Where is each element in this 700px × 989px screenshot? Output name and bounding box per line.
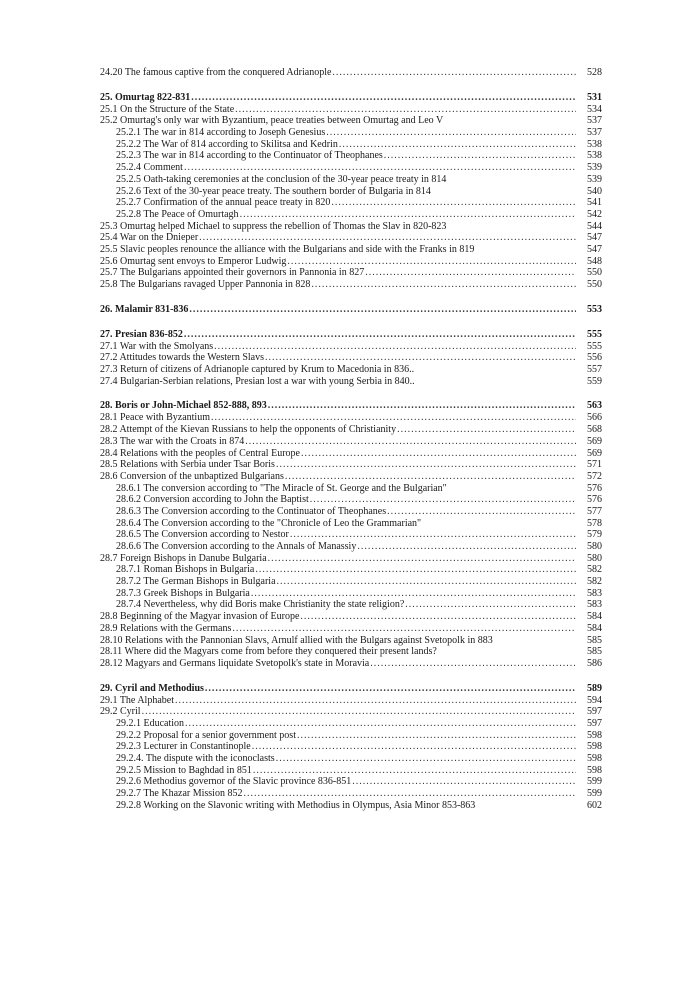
toc-page-number: 584 — [587, 622, 602, 634]
toc-page-number: 531 — [587, 91, 602, 103]
toc-page-number: 578 — [587, 517, 602, 529]
toc-entry-title: 25.2.3 The war in 814 according to the Continuator of Theophanes — [116, 150, 383, 162]
toc-entry-title: 28.6.6 The Conversion according to the Annals of Manassiy — [116, 541, 357, 552]
toc-entry — [80, 424, 602, 436]
toc-chapter-entry — [80, 329, 602, 341]
toc-entry-title: 28.4 Relations with the peoples of Central Europe — [100, 447, 300, 459]
toc-page-number: 599 — [587, 776, 602, 788]
dot-leader — [211, 412, 576, 424]
dot-leader — [365, 267, 576, 279]
toc-entry-title: 28.6.2 Conversion according to John the Baptist — [116, 494, 309, 506]
toc-entry-title: 27.4 Bulgarian-Serbian relations, Presian lost a war with young Serbia in 840.. — [100, 375, 415, 387]
toc-entry-title: 28.10 Relations with the Pannonian Slavs, Arnulf allied with the Bulgars against Svetopolk in 883 — [100, 634, 493, 646]
toc-entry-title: 29.2.4. The dispute with the iconoclasts — [116, 753, 275, 764]
toc-page-number: 580 — [587, 541, 602, 552]
toc-entry — [80, 232, 602, 244]
toc-entry-title: 25.5 Slavic peoples renounce the alliance with the Bulgarians and side with the Franks in 819 — [100, 243, 475, 255]
toc-entry-title: 28.7.3 Greek Bishops in Bulgaria — [116, 587, 250, 599]
toc-entry — [80, 221, 602, 233]
toc-page-number: 598 — [587, 764, 602, 776]
toc-entry-title: 28.6.3 The Conversion according to the Continuator of Theophanes — [116, 505, 387, 517]
toc-entry — [80, 436, 602, 448]
dot-leader — [276, 459, 576, 471]
dot-leader — [268, 400, 576, 412]
toc-entry — [80, 256, 602, 268]
dot-leader — [297, 730, 576, 742]
toc-entry-title: 28.6.1 The conversion according to "The Miracle of St. George and the Bulgarian" — [116, 482, 447, 494]
toc-entry-title: 25.2.6 Text of the 30-year peace treaty. The southern border of Bulgaria in 814 — [116, 185, 431, 197]
toc-entry — [80, 776, 602, 788]
toc-page-number: 547 — [587, 243, 602, 255]
toc-entry-title: 28.7 Foreign Bishops in Danube Bulgaria — [100, 552, 267, 564]
dot-leader — [352, 776, 576, 788]
toc-entry — [80, 788, 602, 800]
section-spacer — [80, 670, 602, 683]
toc-entry-title: 25.7 The Bulgarians appointed their governors in Pannonia in 827 — [100, 267, 365, 279]
toc-page-number: 539 — [587, 173, 602, 185]
dot-leader — [185, 718, 576, 730]
dot-leader — [276, 753, 576, 765]
toc-entry-title: 28.7.4 Nevertheless, why did Boris make Christianity the state religion? — [116, 599, 405, 611]
toc-entry-title: 29.1 The Alphabet — [100, 694, 174, 706]
toc-entry-title: 28.11 Where did the Magyars come from before they conquered their present lands? — [100, 646, 437, 658]
toc-page-number: 539 — [587, 162, 602, 174]
toc-page-number: 538 — [587, 150, 602, 162]
toc-page-number: 569 — [587, 447, 602, 459]
toc-page-number: 577 — [587, 505, 602, 517]
toc-entry-title: 25.8 The Bulgarians ravaged Upper Pannonia in 828 — [100, 279, 311, 290]
toc-page-number: 597 — [587, 706, 602, 718]
toc-page-number: 542 — [587, 208, 602, 220]
toc-entry — [80, 706, 602, 718]
toc-page-number: 597 — [587, 717, 602, 729]
toc-page-number: 598 — [587, 753, 602, 764]
toc-page-number: 566 — [587, 412, 602, 424]
dot-leader — [326, 127, 576, 139]
dot-leader — [287, 256, 576, 268]
toc-entry — [80, 529, 602, 541]
toc-entry — [80, 174, 602, 186]
toc-page-number: 582 — [587, 564, 602, 576]
toc-entry — [80, 459, 602, 471]
toc-page-number: 599 — [587, 788, 602, 800]
toc-entry-title: 28.7.1 Roman Bishops in Bulgaria — [116, 564, 255, 576]
toc-page-number: 585 — [587, 634, 602, 646]
toc-entry-title: 28.1 Peace with Byzantium — [100, 412, 210, 424]
toc-page-number: 576 — [587, 494, 602, 506]
dot-leader — [252, 741, 576, 753]
dot-leader — [251, 588, 576, 600]
toc-chapter-entry — [80, 400, 602, 412]
toc-entry — [80, 376, 602, 388]
toc-entry-title: 27.1 War with the Smolyans — [100, 340, 214, 352]
dot-leader — [240, 209, 576, 221]
toc-page-number: 556 — [587, 352, 602, 364]
toc-page-number: 559 — [587, 375, 602, 387]
toc-entry-title: 28.5 Relations with Serbia under Tsar Boris — [100, 459, 275, 471]
toc-entry — [80, 588, 602, 600]
dot-leader — [265, 352, 576, 364]
toc-entry-title: 28.12 Magyars and Germans liquidate Svetopolk's state in Moravia — [100, 657, 370, 669]
toc-page-number: 582 — [587, 576, 602, 588]
toc-entry — [80, 753, 602, 765]
toc-entry — [80, 553, 602, 565]
toc-page-number: 541 — [587, 197, 602, 209]
toc-entry — [80, 494, 602, 506]
dot-leader — [397, 424, 576, 436]
toc-page-number: 563 — [587, 400, 602, 412]
section-spacer — [80, 79, 602, 92]
toc-page-number: 547 — [587, 232, 602, 244]
toc-page-number: 598 — [587, 729, 602, 741]
toc-page-number: 557 — [587, 364, 602, 376]
toc-page-number: 589 — [587, 682, 602, 694]
dot-leader — [184, 162, 576, 174]
dot-leader — [384, 150, 576, 162]
table-of-contents — [80, 67, 602, 811]
toc-entry — [80, 635, 602, 647]
toc-page-number: 537 — [587, 127, 602, 139]
toc-entry — [80, 765, 602, 777]
toc-entry-title: 28.7.2 The German Bishops in Bulgaria — [116, 576, 276, 588]
toc-page-number: 584 — [587, 611, 602, 623]
toc-page-number: 569 — [587, 435, 602, 447]
dot-leader — [310, 494, 576, 506]
toc-page-number: 555 — [587, 328, 602, 340]
section-spacer — [80, 387, 602, 400]
dot-leader — [357, 541, 576, 553]
toc-entry — [80, 658, 602, 670]
toc-entry-title: 25.2.7 Confirmation of the annual peace treaty in 820 — [116, 197, 331, 209]
toc-page-number: 534 — [587, 103, 602, 115]
toc-entry — [80, 623, 602, 635]
toc-entry — [80, 741, 602, 753]
toc-entry — [80, 541, 602, 553]
toc-page-number: 586 — [587, 657, 602, 669]
toc-page-number: 538 — [587, 138, 602, 150]
toc-page-number: 576 — [587, 482, 602, 494]
toc-entry — [80, 800, 602, 812]
toc-page-number: 550 — [587, 279, 602, 290]
toc-chapter-entry — [80, 92, 602, 104]
toc-entry — [80, 352, 602, 364]
dot-leader — [191, 92, 576, 104]
toc-entry — [80, 448, 602, 460]
toc-entry — [80, 341, 602, 353]
toc-page-number: 571 — [587, 459, 602, 471]
toc-entry — [80, 730, 602, 742]
dot-leader — [405, 599, 576, 611]
toc-page-number: 580 — [587, 552, 602, 564]
toc-entry-title: 29.2.2 Proposal for a senior government post — [116, 729, 296, 741]
toc-page-number: 544 — [587, 220, 602, 232]
toc-entry-title: 29.2.5 Mission to Baghdad in 851 — [116, 764, 252, 776]
toc-entry-title: 29. Cyril and Methodius — [100, 682, 204, 694]
dot-leader — [142, 706, 576, 718]
section-spacer — [80, 291, 602, 304]
toc-entry-title: 25.4 War on the Dnieper — [100, 232, 199, 244]
toc-entry-title: 25.3 Omurtag helped Michael to suppress the rebellion of Thomas the Slav in 820-823 — [100, 220, 447, 232]
toc-chapter-entry — [80, 683, 602, 695]
toc-page-number: 550 — [587, 267, 602, 279]
toc-entry-title: 25.2.1 The war in 814 according to Joseph Genesius — [116, 127, 326, 139]
toc-entry-title: 29.2.8 Working on the Slavonic writing with Methodius in Olympus, Asia Minor 853-863 — [116, 799, 476, 811]
toc-entry-title: 29.2 Cyril — [100, 706, 141, 718]
toc-entry-title: 27.3 Return of citizens of Adrianople captured by Krum to Macedonia in 836.. — [100, 364, 415, 376]
dot-leader — [301, 448, 576, 460]
toc-entry-title: 29.2.1 Education — [116, 717, 185, 729]
toc-chapter-entry — [80, 304, 602, 316]
dot-leader — [189, 304, 576, 316]
toc-entry — [80, 611, 602, 623]
toc-entry — [80, 506, 602, 518]
toc-entry — [80, 599, 602, 611]
toc-entry-title: 27. Presian 836-852 — [100, 328, 183, 340]
dot-leader — [285, 471, 576, 483]
toc-page-number: 528 — [587, 67, 602, 78]
toc-entry — [80, 471, 602, 483]
toc-entry-title: 28.6.5 The Conversion according to Nestor — [116, 529, 289, 541]
toc-entry-title: 26. Malamir 831-836 — [100, 303, 189, 315]
toc-page-number: 548 — [587, 255, 602, 267]
toc-entry-title: 25.2.2 The War of 814 according to Skilitsa and Kedrin — [116, 138, 338, 150]
dot-leader — [332, 67, 576, 79]
toc-entry-title: 25.2.4 Comment — [116, 162, 183, 174]
toc-entry — [80, 67, 602, 79]
dot-leader — [387, 506, 576, 518]
toc-entry-title: 28. Boris or John-Michael 852-888, 893 — [100, 400, 267, 412]
dot-leader — [277, 576, 576, 588]
dot-leader — [268, 553, 576, 565]
toc-entry — [80, 162, 602, 174]
toc-entry-title: 25.2 Omurtag's only war with Byzantium, peace treaties between Omurtag and Leo V — [100, 115, 444, 127]
toc-entry-title: 25.2.8 The Peace of Omurtagh — [116, 208, 239, 220]
toc-entry — [80, 518, 602, 530]
dot-leader — [235, 104, 576, 116]
dot-leader — [214, 341, 576, 353]
toc-entry — [80, 364, 602, 376]
toc-entry — [80, 695, 602, 707]
toc-page-number: 594 — [587, 694, 602, 706]
toc-entry-title: 29.2.6 Methodius governor of the Slavic province 836-851 — [116, 776, 352, 788]
toc-entry — [80, 186, 602, 198]
toc-page-number: 585 — [587, 646, 602, 658]
toc-entry-title: 29.2.7 The Khazar Mission 852 — [116, 788, 243, 800]
dot-leader — [331, 197, 576, 209]
toc-entry — [80, 564, 602, 576]
toc-page-number: 540 — [587, 185, 602, 197]
toc-page-number: 553 — [587, 303, 602, 315]
toc-entry-title: 28.6.4 The Conversion according to the "Chronicle of Leo the Grammarian" — [116, 517, 422, 529]
toc-page-number: 602 — [587, 799, 602, 811]
toc-entry — [80, 718, 602, 730]
dot-leader — [255, 564, 576, 576]
toc-entry — [80, 104, 602, 116]
dot-leader — [245, 436, 576, 448]
dot-leader — [253, 765, 576, 777]
toc-entry-title: 27.2 Attitudes towards the Western Slavs — [100, 352, 264, 364]
toc-entry — [80, 483, 602, 495]
dot-leader — [175, 695, 576, 707]
toc-entry-title: 25. Omurtag 822-831 — [100, 91, 191, 103]
toc-page-number: 568 — [587, 424, 602, 436]
toc-entry-title: 28.8 Beginning of the Magyar invasion of Europe — [100, 611, 300, 623]
toc-entry-title: 25.2.5 Oath-taking ceremonies at the conclusion of the 30-year peace treaty in 814 — [116, 173, 447, 185]
toc-entry — [80, 197, 602, 209]
toc-entry — [80, 267, 602, 279]
toc-entry-title: 29.2.3 Lecturer in Constantinople — [116, 741, 251, 753]
toc-entry — [80, 139, 602, 151]
dot-leader — [300, 611, 576, 623]
dot-leader — [205, 683, 576, 695]
toc-entry-title: 24.20 The famous captive from the conquered Adrianople — [100, 67, 332, 78]
toc-entry-title: 28.9 Relations with the Germans — [100, 622, 232, 634]
dot-leader — [184, 329, 576, 341]
dot-leader — [232, 623, 576, 635]
toc-entry — [80, 646, 602, 658]
toc-page-number: 583 — [587, 599, 602, 611]
toc-entry — [80, 279, 602, 291]
toc-page-number: 537 — [587, 115, 602, 127]
toc-entry — [80, 576, 602, 588]
dot-leader — [370, 658, 576, 670]
dot-leader — [311, 279, 576, 291]
toc-entry-title: 25.6 Omurtag sent envoys to Emperor Ludwig — [100, 255, 287, 267]
toc-page-number: 572 — [587, 470, 602, 482]
dot-leader — [290, 529, 576, 541]
toc-entry — [80, 244, 602, 256]
toc-entry-title: 28.6 Conversion of the unbaptized Bulgarians — [100, 470, 284, 482]
toc-entry — [80, 412, 602, 424]
toc-entry-title: 28.3 The war with the Croats in 874 — [100, 435, 245, 447]
toc-entry-title: 25.1 On the Structure of the State — [100, 103, 235, 115]
toc-entry — [80, 209, 602, 221]
dot-leader — [243, 788, 576, 800]
toc-entry-title: 28.2 Attempt of the Kievan Russians to help the opponents of Christianity — [100, 424, 397, 436]
toc-entry — [80, 150, 602, 162]
toc-page-number: 598 — [587, 741, 602, 753]
toc-page-number: 579 — [587, 529, 602, 541]
toc-page-number: 583 — [587, 587, 602, 599]
section-spacer — [80, 316, 602, 329]
toc-page-number: 555 — [587, 340, 602, 352]
dot-leader — [199, 232, 576, 244]
toc-entry — [80, 115, 602, 127]
dot-leader — [339, 139, 576, 151]
toc-entry — [80, 127, 602, 139]
